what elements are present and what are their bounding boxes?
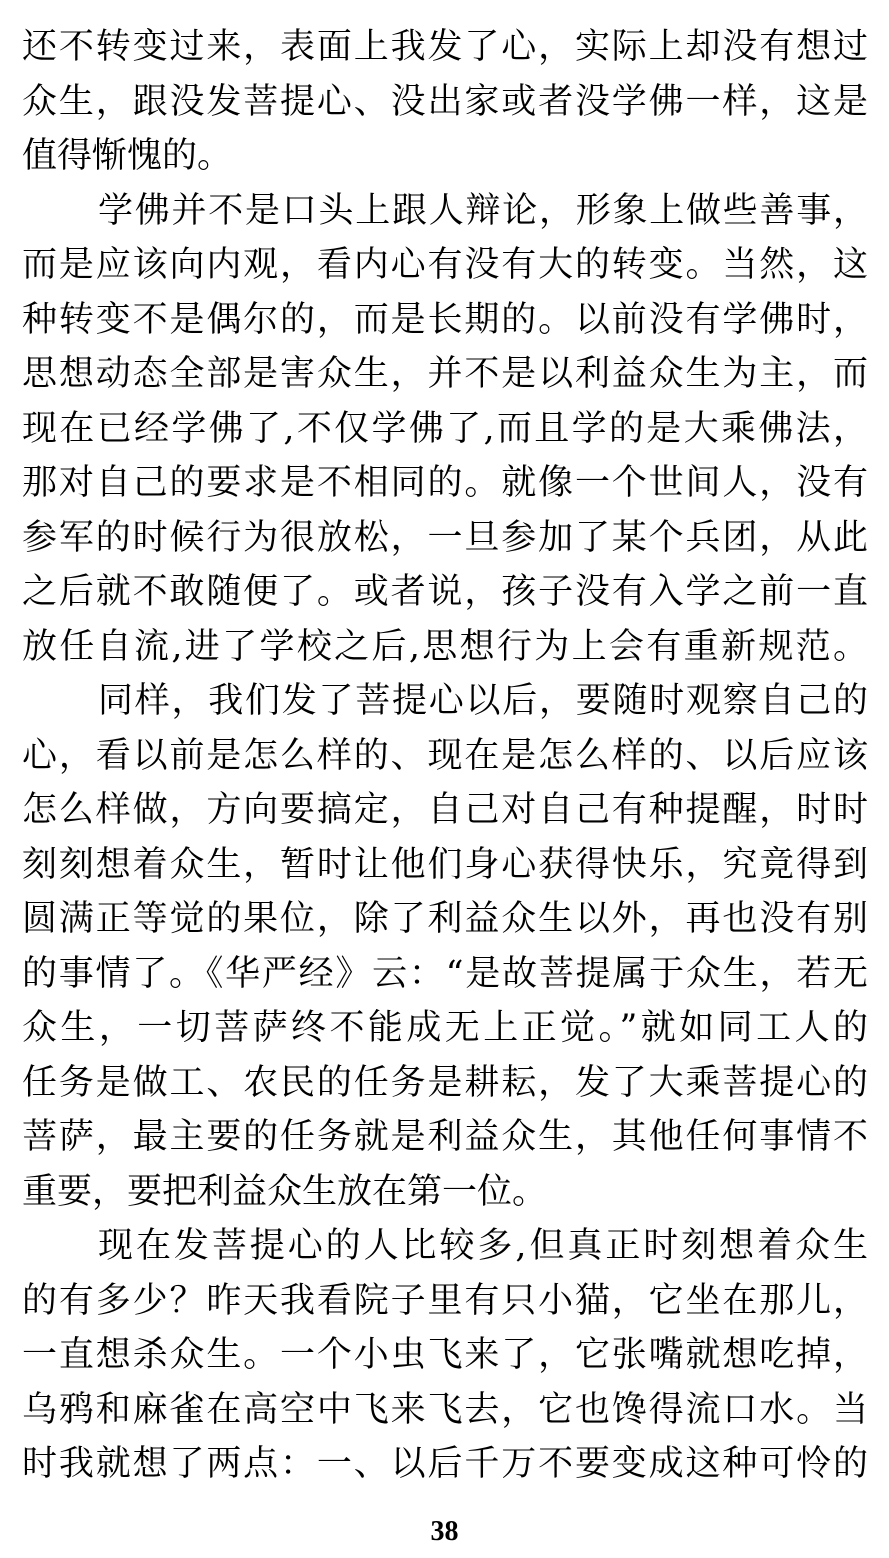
- text-line: 之后就不敢随便了。或者说，孩子没有入学之前一直: [22, 572, 868, 612]
- text-line: 现在已经学佛了,不仅学佛了,而且学的是大乘佛法，: [22, 409, 868, 449]
- text-line: 思想动态全部是害众生，并不是以利益众生为主，而: [22, 354, 868, 394]
- text-line: 一直想杀众生。一个小虫飞来了，它张嘴就想吃掉，: [22, 1335, 868, 1375]
- text-line: 那对自己的要求是不相同的。就像一个世间人，没有: [22, 463, 868, 503]
- text-line: 参军的时候行为很放松，一旦参加了某个兵团，从此: [22, 518, 868, 558]
- text-line: 种转变不是偶尔的，而是长期的。以前没有学佛时，: [22, 300, 868, 340]
- paragraph-first-line: 学佛并不是口头上跟人辩论，形象上做些善事，: [98, 191, 868, 231]
- text-line: 乌鸦和麻雀在高空中飞来飞去，它也馋得流口水。当: [22, 1390, 868, 1430]
- text-line: 放任自流,进了学校之后,思想行为上会有重新规范。: [22, 627, 868, 667]
- text-line: 菩萨，最主要的任务就是利益众生，其他任何事情不: [22, 1117, 868, 1157]
- text-line: 而是应该向内观，看内心有没有大的转变。当然，这: [22, 245, 868, 285]
- page-number: 38: [430, 1516, 459, 1547]
- text-line: 圆满正等觉的果位，除了利益众生以外，再也没有别: [22, 899, 868, 939]
- text-line: 心，看以前是怎么样的、现在是怎么样的、以后应该: [22, 736, 868, 776]
- text-line: 众生，一切菩萨终不能成无上正觉。”就如同工人的: [22, 1008, 868, 1048]
- text-line: 的事情了。《华严经》云：“是故菩提属于众生，若无: [22, 954, 868, 994]
- text-line: 重要，要把利益众生放在第一位。: [22, 1172, 548, 1212]
- text-line: 任务是做工、农民的任务是耕耘，发了大乘菩提心的: [22, 1063, 868, 1103]
- paragraph-first-line: 同样，我们发了菩提心以后，要随时观察自己的: [98, 681, 868, 721]
- text-line: 时我就想了两点：一、以后千万不要变成这种可怜的: [22, 1444, 868, 1484]
- text-line: 刻刻想着众生，暂时让他们身心获得快乐，究竟得到: [22, 845, 868, 885]
- text-line: 的有多少？昨天我看院子里有只小猫，它坐在那儿，: [22, 1281, 868, 1321]
- text-line: 值得惭愧的。: [22, 136, 233, 176]
- text-line: 还不转变过来，表面上我发了心，实际上却没有想过: [22, 27, 868, 67]
- text-line: 怎么样做，方向要搞定，自己对自己有种提醒，时时: [22, 790, 868, 830]
- paragraph-first-line: 现在发菩提心的人比较多,但真正时刻想着众生: [98, 1226, 868, 1266]
- text-line: 众生，跟没发菩提心、没出家或者没学佛一样，这是: [22, 82, 868, 122]
